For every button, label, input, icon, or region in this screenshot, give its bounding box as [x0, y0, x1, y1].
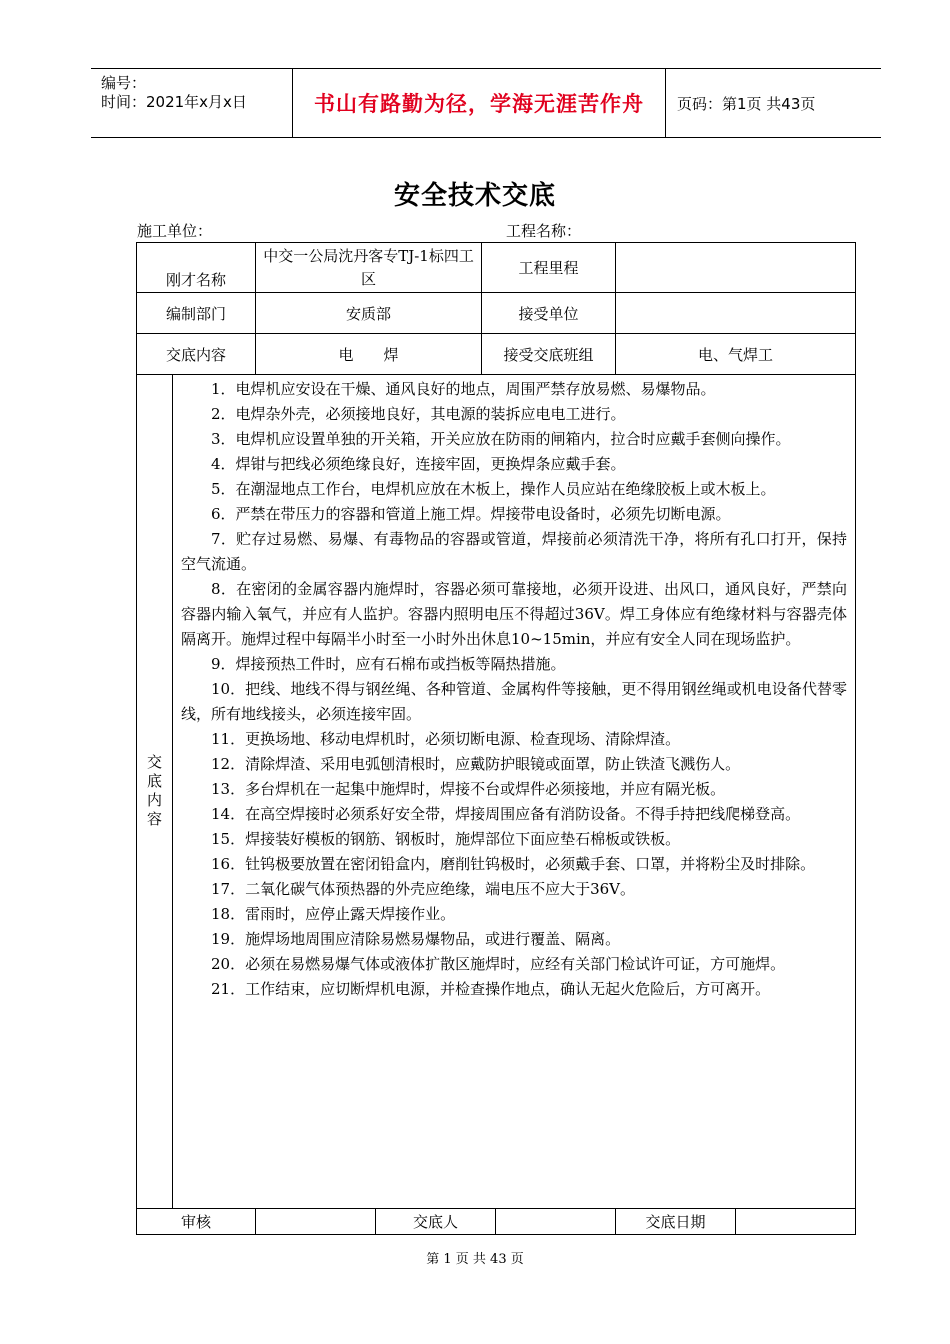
- header-info-cell: [91, 69, 293, 137]
- list-item: 1．电焊机应安设在干燥、通风良好的地点，周围严禁存放易燃、易爆物品。: [211, 380, 716, 398]
- list-item: 13．多台焊机在一起集中施焊时，焊接不台或焊件必须接地，并应有隔光板。: [211, 780, 726, 798]
- side-label-cell: [137, 375, 173, 1209]
- list-item: 8．在密闭的金属容器内施焊时，容器必须可靠接地，必须开设进、出风口，通风良好，严禁向容器内输入氧气，并应有人监护。容器内照明电压不得超过36V。焊工身体应有绝缘材料与容器壳体隔离开。施焊过程中每隔半小时至一小时外出休息10~15min，并应有安全人同在现场监护。: [181, 580, 848, 648]
- date-value: [736, 1209, 856, 1235]
- content-value: 电 焊: [256, 334, 482, 375]
- list-item: 11．更换场地、移动电焊机时，必须切断电源、检查现场、清除焊渣。: [211, 730, 681, 748]
- mileage-label: 工程里程: [482, 243, 616, 293]
- document-title: 安全技术交底: [393, 181, 556, 211]
- list-item: 9．焊接预热工件时，应有石棉布或挡板等隔热措施。: [211, 655, 566, 673]
- page-footer: 第 1 页 共 43 页: [426, 1252, 524, 1267]
- presenter-label: 交底人: [376, 1209, 496, 1235]
- list-item: 21．工作结束，应切断焊机电源，并检查操作地点，确认无起火危险后，方可离开。: [211, 980, 771, 998]
- list-item: 15．焊接装好模板的钢筋、钢板时，施焊部位下面应垫石棉板或铁板。: [211, 830, 681, 848]
- presenter-value: [496, 1209, 616, 1235]
- time-label: 时间：2021年x月x日: [101, 93, 247, 111]
- name-value: 中交一公局沈丹客专TJ-1标四工区: [256, 243, 482, 293]
- header-page-label: 页码：第1页 共43页: [677, 94, 816, 113]
- team-label: 接受交底班组: [482, 334, 616, 375]
- date-label: 交底日期: [616, 1209, 736, 1235]
- list-item: 16．钍钨极要放置在密闭铅盒内，磨削钍钨极时，必须戴手套、口罩，并将粉尘及时排除。: [211, 855, 816, 873]
- list-item: 14．在高空焊接时必须系好安全带，焊接周围应备有消防设备。不得手持把线爬梯登高。: [211, 805, 801, 823]
- project-name-label: 工程名称：: [506, 222, 582, 240]
- header-slogan: 书山有路勤为径，学海无涯苦作舟: [293, 69, 666, 137]
- review-label: 审核: [137, 1209, 256, 1235]
- mileage-value: [616, 243, 856, 293]
- list-item: 5．在潮湿地点工作台，电焊机应放在木板上，操作人员应站在绝缘胶板上或木板上。: [211, 480, 776, 498]
- construction-unit-label: 施工单位：: [137, 222, 213, 240]
- header-band: [91, 68, 881, 138]
- list-item: 6．严禁在带压力的容器和管道上施工焊。焊接带电设备时，必须先切断电源。: [211, 505, 731, 523]
- receiver-label: 接受单位: [482, 293, 616, 334]
- list-item: 17．二氧化碳气体预热器的外壳应绝缘，端电压不应大于36V。: [211, 880, 636, 898]
- name-label: 刚才名称: [137, 243, 256, 293]
- dept-value: 安质部: [256, 293, 482, 334]
- list-item: 10．把线、地线不得与钢丝绳、各种管道、金属构件等接触，更不得用钢丝绳或机电设备代替零线，所有地线接头，必须连接牢固。: [181, 680, 848, 723]
- list-item: 12．清除焊渣、采用电弧刨清根时，应戴防护眼镜或面罩，防止铁渣飞溅伤人。: [211, 755, 741, 773]
- safety-briefing-table: [136, 242, 856, 1235]
- review-value: [256, 1209, 376, 1235]
- receiver-value: [616, 293, 856, 334]
- list-item: 4．焊钳与把线必须绝缘良好，连接牢固，更换焊条应戴手套。: [211, 455, 626, 473]
- dept-label: 编制部门: [137, 293, 256, 334]
- briefing-content: [173, 375, 856, 1209]
- team-value: 电、气焊工: [616, 334, 856, 375]
- list-item: 3．电焊机应设置单独的开关箱，开关应放在防雨的闸箱内，拉合时应戴手套侧向操作。: [211, 430, 791, 448]
- list-item: 2．电焊杂外壳，必须接地良好，其电源的装拆应电电工进行。: [211, 405, 626, 423]
- list-item: 20．必须在易燃易爆气体或液体扩散区施焊时，应经有关部门检试许可证，方可施焊。: [211, 955, 786, 973]
- content-label: 交底内容: [137, 334, 256, 375]
- number-label: 编号：: [101, 74, 147, 92]
- list-item: 18．雷雨时，应停止露天焊接作业。: [211, 905, 456, 923]
- side-label: 交底内容: [145, 753, 163, 830]
- list-item: 19．施焊场地周围应清除易燃易爆物品，或进行覆盖、隔离。: [211, 930, 621, 948]
- list-item: 7．贮存过易燃、易爆、有毒物品的容器或管道，焊接前必须清洗干净，将所有孔口打开，保持空气流通。: [181, 530, 848, 573]
